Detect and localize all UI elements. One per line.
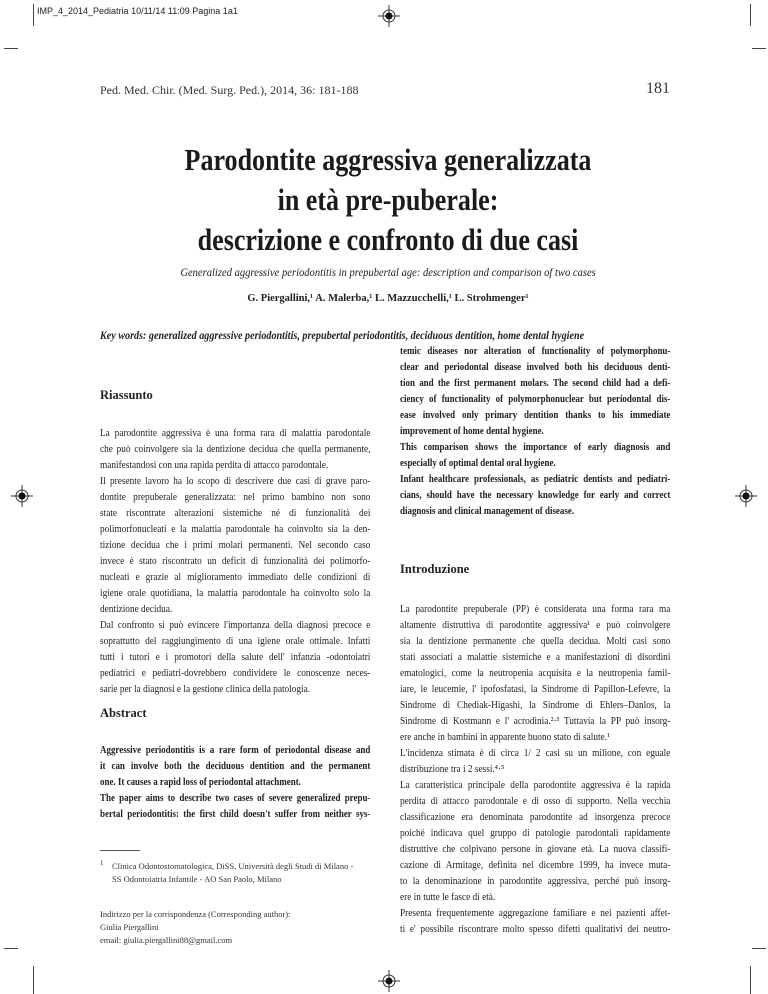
crop-mark <box>33 966 34 994</box>
text-line: dentizione decidua. <box>100 603 173 615</box>
text-line: state riscontrate alterazioni sistemiche né di funzionalità dei <box>100 507 371 519</box>
text-line: tutti i tutori e i promotori della salute dell' infanzia -odontoiatri <box>100 651 371 663</box>
text-line: La parodontite prepuberale (PP) è considerata una forma rara ma <box>400 603 671 615</box>
footnote-affiliation <box>112 860 353 886</box>
text-line: ease involved only primary dentition thanks to his immediate <box>400 410 671 421</box>
text-line: tion and the first permanent molars. The second child had a defi- <box>400 378 671 389</box>
correspondence-name: Giulia Piergallini <box>100 922 159 932</box>
text-line: ere anche in bambini in apparente buono stato di salute.¹ <box>400 731 610 743</box>
text-line: polimorfonucleati e la malattia parodontale ha coinvolto sia la den- <box>100 523 371 535</box>
title-line: Parodontite aggressiva generalizzata <box>184 142 592 177</box>
text-line: sarie per la diagnosi e la gestione clinica della patologia. <box>100 683 311 695</box>
correspondence-label: Indirizzo per la corrispondenza (Corresponding author): <box>100 909 291 919</box>
footnote-line: SS Odontoiatria Infantile - AO San Paolo, Milano <box>112 874 282 884</box>
crop-mark <box>750 4 751 26</box>
text-line: igiene orale quotidiana, la malattia parodontale ha coinvolto solo la <box>100 587 371 599</box>
registration-mark-icon <box>735 485 757 507</box>
crop-mark <box>4 948 18 949</box>
text-line: dontite prepuberale generalizzata: nel primo bambino non sono <box>100 491 371 503</box>
text-line: ti e' possibile riscontrare molto spesso difetti qualitativi dei neutro- <box>400 923 671 935</box>
registration-mark-icon <box>378 970 400 992</box>
english-subtitle <box>0 265 768 280</box>
text-line: L'incidenza stimata è di circa 1/ 2 casi su un milione, con eguale <box>400 747 671 759</box>
crop-mark <box>33 4 34 26</box>
text-line: it can involve both the deciduous dentition and the permanent <box>100 761 371 772</box>
text-line: stati associati a malattie sistemiche e a manifestazioni di disordini <box>400 651 671 663</box>
text-line: tizione decidua che i primi molari permanenti. Nel secondo caso <box>100 539 371 551</box>
crop-mark <box>752 48 766 49</box>
text-line: improvement of home dental hygiene. <box>400 426 544 437</box>
text-line: Sindrome di Kostmann e l' acrodinia.²·³ Tuttavia la PP può insorg- <box>400 715 671 727</box>
text-line: sia la dentizione permanente che quella decidua. Molti casi sono <box>400 635 671 647</box>
text-line: Dal confronto si può evincere l'importanza della diagnosi precoce e <box>100 619 371 631</box>
correspondence-email[interactable]: email: giulia.piergallini88@gmail.com <box>100 935 233 945</box>
introduzione-body <box>400 601 670 937</box>
text-line: The paper aims to describe two cases of severe generalized prepu- <box>100 793 371 804</box>
text-line: ematologici, come la neutropenia acquisita e la neutropenia famil- <box>400 667 671 679</box>
abstract-continued <box>400 344 670 520</box>
keywords: Key words: generalized aggressive periodontitis, prepubertal periodontitis, deciduous dentition, home dental hygiene <box>100 330 585 342</box>
registration-mark-icon <box>378 5 400 27</box>
riassunto-body <box>100 425 370 697</box>
text-line: Sindrome di Chediak-Higashi, la Sindrome di Ehlers–Danlos, la <box>400 699 671 711</box>
text-line: soprattutto del raggiungimento di una igiene orale ottimale. Infatti <box>100 635 371 647</box>
text-line: perdita di attacco parodontale e di osso di supporto. Nella vecchia <box>400 795 671 807</box>
title-line: descrizione e confronto di due casi <box>197 222 579 257</box>
text-line: Aggressive periodontitis is a rare form of periodontal disease and <box>100 745 371 756</box>
title-line: in età pre-puberale: <box>277 182 499 217</box>
text-line: bertal periodontitis: the first child doesn't suffer from neither sys- <box>100 809 371 820</box>
section-heading: Introduzione <box>400 562 470 576</box>
text-line: distribuzione tra i 2 sessi.⁴·⁵ <box>400 763 505 775</box>
text-line: La parodontite aggressiva è una forma rara di malattia parodontale <box>100 427 371 439</box>
text-line: La caratteristica principale della parodontite aggressiva è la rapida <box>400 779 671 791</box>
text-line: pediatrici e pediatri-dovrebbero condividere le conoscenze neces- <box>100 667 371 679</box>
text-line: clear and periodontal disease involved both his deciduous denti- <box>400 362 671 373</box>
text-line: one. It causes a rapid loss of periodontal attachment. <box>100 777 301 788</box>
section-heading: Abstract <box>100 706 147 720</box>
text-line: cazione di Armitage, definita nel dicembre 1999, ha invece muta- <box>400 859 671 871</box>
journal-reference: Ped. Med. Chir. (Med. Surg. Ped.), 2014, 36: 181-188 <box>100 83 359 97</box>
text-line: classificazione era denominata parodontite ad insorgenza precoce <box>400 811 671 823</box>
article-title <box>0 140 768 260</box>
riassunto-section <box>100 388 370 697</box>
text-line: manifestandosi con una rapida perdita di attacco parodontale. <box>100 459 329 471</box>
abstract-body-continued <box>400 344 670 520</box>
introduzione-section <box>400 562 670 937</box>
text-line: distruttive che colpivano persone in giovane età. La nuova classifi- <box>400 843 671 855</box>
text-line: ciency of functionality of polymorphonuclear but periodontal dis- <box>400 394 671 405</box>
print-slug: IMP_4_2014_Pediatria 10/11/14 11:09 Pagina 1a1 <box>37 6 238 16</box>
crop-mark <box>4 48 18 49</box>
text-line: iare, le leucemie, l' ipofosfatasi, la Sindrome di Papillon-Lefevre, la <box>400 683 671 695</box>
text-line: Infant healthcare professionals, as pediatric dentists and pediatri- <box>400 474 671 485</box>
footnote-rule <box>100 850 140 851</box>
section-heading: Riassunto <box>100 388 153 402</box>
abstract-section <box>100 706 370 823</box>
text-line: altamente distruttiva di parodontite aggressiva¹ e può coinvolgere <box>400 619 671 631</box>
footnote-marker: 1 <box>100 859 104 867</box>
footnote-line: Clinica Odontostomatologica, DiSS, Università degli Studi di Milano - <box>112 861 354 871</box>
text-line: Il presente lavoro ha lo scopo di descrivere due casi di grave paro- <box>100 475 371 487</box>
text-line: nucleati e grazie al miglioramento immediato delle condizioni di <box>100 571 371 583</box>
text-line: to la denominazione in parodontite aggressiva, perché può insorg- <box>400 875 671 887</box>
text-line: cians, should have the necessary knowledge for early and correct <box>400 490 671 501</box>
page-number: 181 <box>646 80 670 97</box>
text-line: che può coinvolgere sia la dentizione decidua che quella permanente, <box>100 443 371 455</box>
text-line: poiché indicava quel gruppo di patologie parodontali rapidamente <box>400 827 671 839</box>
authors: G. Piergallini,¹ A. Malerba,¹ L. Mazzucchelli,¹ L. Strohmenger¹ <box>247 293 529 304</box>
text-line: especially of optimal dental oral hygiene. <box>400 458 556 469</box>
text-line: This comparison shows the importance of early diagnosis and <box>400 442 671 453</box>
crop-mark <box>752 948 766 949</box>
registration-mark-icon <box>11 485 33 507</box>
text-line: Presenta frequentemente aggregazione familiare e nei pazienti affet- <box>400 907 671 919</box>
abstract-body <box>100 743 370 823</box>
text-line: invece è stato riscontrato un deficit di funzionalità dei polimorfo- <box>100 555 371 567</box>
crop-mark <box>750 966 751 994</box>
text-line: temic diseases nor alteration of functionality of polymorphonu- <box>400 346 671 357</box>
text-line: diagnosis and clinical management of disease. <box>400 506 575 517</box>
text-line: ere in tutte le fasce di età. <box>400 891 496 903</box>
subtitle-text: Generalized aggressive periodontitis in prepubertal age: description and comparison of two cases <box>180 265 596 279</box>
correspondence <box>100 908 290 947</box>
